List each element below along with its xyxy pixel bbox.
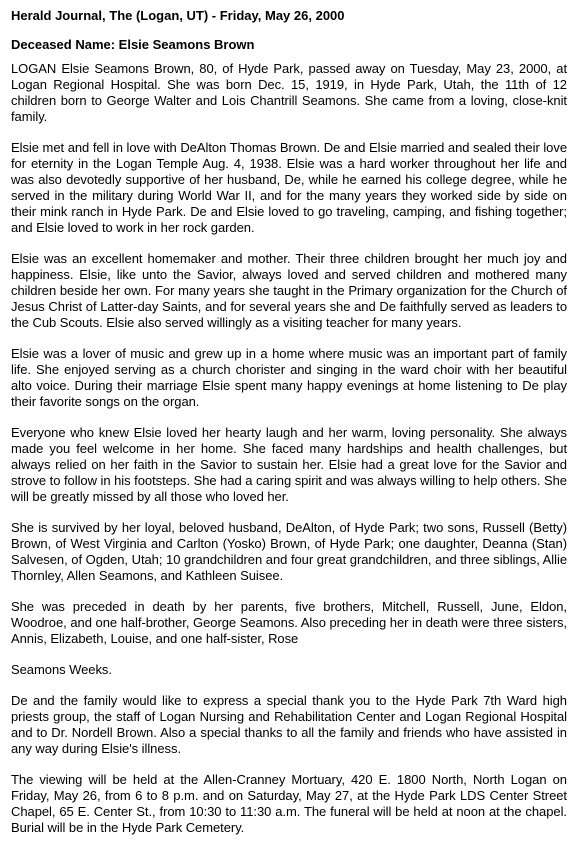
paragraph-seamons-weeks: Seamons Weeks. — [11, 662, 112, 677]
deceased-name: Deceased Name: Elsie Seamons Brown — [11, 37, 255, 52]
paragraph-marriage: Elsie met and fell in love with DeAlton Thomas Brown. De and Elsie married and sealed their love for eternity in the Logan Temple Aug. 4, 1938. Elsie was a hard worker throughout her life and was also devotedly supportive of her husband, De, while he earned his college degree, while he served in the military during World War II, and for the many years they worked side by side on their mink ranch in Hyde Park. De and Elsie loved to go traveling, camping, and fishing together; and Elsie loved to work in her rock garden. — [11, 140, 567, 235]
paragraph-survivors: She is survived by her loyal, beloved husband, DeAlton, of Hyde Park; two sons, Russell (Betty) Brown, of West Virginia and Carlton (Yosko) Brown, of Hyde Park; one daughter, Deanna (Stan) Salvesen, of Ogden, Utah; 10 grandchildren and four great grandchildren, and three siblings, Allie Thornley, Allen Seamons, and Kathleen Suisee. — [11, 520, 567, 583]
paragraph-thanks: De and the family would like to express a special thank you to the Hyde Park 7th Ward high priests group, the staff of Logan Nursing and Rehabilitation Center and Logan Regional Hospital and to Dr. Nordell Brown. Also a special thanks to all the family and friends who have assisted in any way during Elsie's illness. — [11, 693, 567, 756]
paragraph-homemaker: Elsie was an excellent homemaker and mother. Their three children brought her much joy and happiness. Elsie, like unto the Savior, always loved and served children and mothered many children beside her own. For many years she taught in the Primary organization for the Church of Jesus Christ of Latter-day Saints, and for several years she and De faithfully served as leaders to the Cub Scouts. Elsie also served willingly as a visiting teacher for many years. — [11, 251, 567, 330]
paragraph-personality: Everyone who knew Elsie loved her hearty laugh and her warm, loving personality. She always made you feel welcome in her home. She faced many hardships and health challenges, but always relied on her faith in the Savior to sustain her. Elsie had a great love for the Savior and strove to follow in his footsteps. She had a caring spirit and was always willing to help others. She will be greatly missed by all those who loved her. — [11, 425, 567, 504]
paragraph-preceded: She was preceded in death by her parents, five brothers, Mitchell, Russell, June, Eldon, Woodroe, and one half-brother, George Seamons. Also preceding her in death were three sisters, Annis, Elizabeth, Louise, and one half-sister, Rose — [11, 599, 567, 646]
paragraph-music: Elsie was a lover of music and grew up in a home where music was an important part of family life. She enjoyed serving as a church chorister and singing in the ward choir with her beautiful alto voice. During their marriage Elsie spent many happy evenings at home listening to De play their favorite songs on the organ. — [11, 346, 567, 409]
obituary-body — [11, 61, 567, 836]
publication-header: Herald Journal, The (Logan, UT) - Friday, May 26, 2000 — [11, 8, 345, 23]
paragraph-intro: LOGAN Elsie Seamons Brown, 80, of Hyde Park, passed away on Tuesday, May 23, 2000, at Logan Regional Hospital. She was born Dec. 15, 1919, in Hyde Park, Utah, the 11th of 12 children born to George Walter and Lois Chantrill Seamons. She came from a loving, close-knit family. — [11, 61, 567, 124]
paragraph-services: The viewing will be held at the Allen-Cranney Mortuary, 420 E. 1800 North, North Logan on Friday, May 26, from 6 to 8 p.m. and on Saturday, May 27, at the Hyde Park LDS Center Street Chapel, 65 E. Center St., from 10:30 to 11:30 a.m. The funeral will be held at noon at the chapel. Burial will be in the Hyde Park Cemetery. — [11, 772, 567, 835]
